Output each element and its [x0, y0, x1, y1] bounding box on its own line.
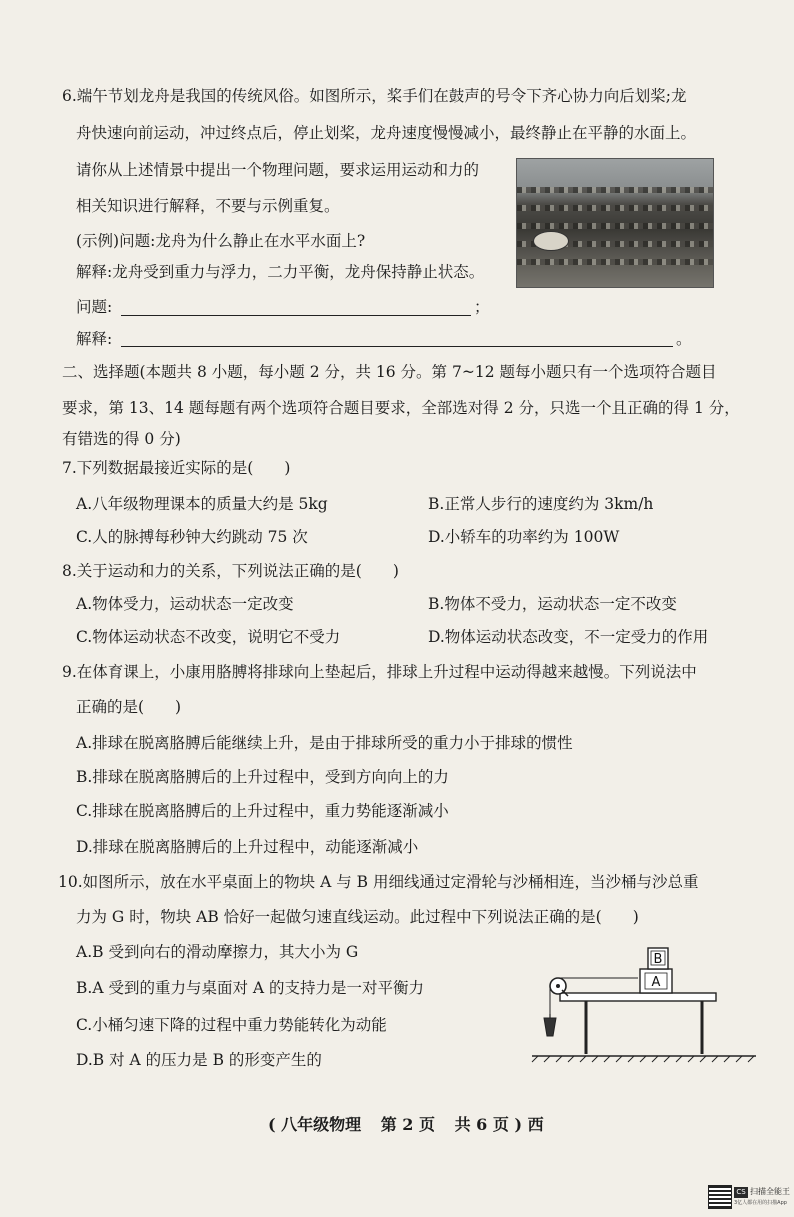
scanner-tagline: 3亿人都在用的扫描App — [734, 1200, 787, 1206]
q6-stem-line2: 舟快速向前运动，冲过终点后，停止划桨，龙舟速度慢慢减小，最终静止在平静的水面上。 — [76, 124, 697, 142]
q6-explain-end: 。 — [676, 330, 692, 348]
q8-option-b[interactable]: B.物体不受力，运动状态一定不改变 — [428, 595, 677, 613]
section2-instructions-line1: 二、选择题(本题共 8 小题，每小题 2 分，共 16 分。第 7~12 题每小题只有一个选项符合题目 — [62, 363, 717, 381]
q9-stem-line1: 9.在体育课上，小康用胳膊将排球向上垫起后，排球上升过程中运动得越来越慢。下列说法中 — [62, 663, 697, 681]
q8-option-c[interactable]: C.物体运动状态不改变，说明它不受力 — [76, 628, 341, 646]
sand-bucket — [544, 1018, 556, 1036]
q6-explain-label: 解释: — [76, 330, 113, 348]
pulley-table-diagram — [528, 940, 762, 1070]
q6-ask-line2: 相关知识进行解释，不要与示例重复。 — [76, 197, 340, 215]
q7-option-b[interactable]: B.正常人步行的速度约为 3km/h — [428, 495, 654, 513]
q6-example-question: (示例)问题:龙舟为什么静止在水平水面上? — [76, 232, 366, 250]
q7-option-d[interactable]: D.小轿车的功率约为 100W — [428, 528, 620, 546]
q10-stem-line2: 力为 G 时，物块 AB 恰好一起做匀速直线运动。此过程中下列说法正确的是( ) — [76, 908, 639, 926]
q10-stem-line1: 10.如图所示，放在水平桌面上的物块 A 与 B 用细线通过定滑轮与沙桶相连，当沙桶与沙总重 — [58, 873, 699, 891]
ground-hatching — [532, 1056, 754, 1062]
q9-option-d[interactable]: D.排球在脱离胳膊后的上升过程中，动能逐渐减小 — [76, 838, 419, 856]
q8-option-a[interactable]: A.物体受力，运动状态一定改变 — [76, 595, 294, 613]
footer-page: 第 2 页 — [380, 1115, 436, 1134]
q6-question-end: ； — [474, 298, 490, 316]
q6-example-answer: 解释:龙舟受到重力与浮力，二力平衡，龙舟保持静止状态。 — [76, 263, 485, 281]
q6-ask-line1: 请你从上述情景中提出一个物理问题，要求运用运动和力的 — [76, 161, 480, 179]
q9-option-a[interactable]: A.排球在脱离胳膊后能继续上升，是由于排球所受的重力小于排球的惯性 — [76, 734, 573, 752]
q7-stem: 7.下列数据最接近实际的是( ) — [62, 459, 291, 477]
q6-stem-line1: 6.端午节划龙舟是我国的传统风俗。如图所示，桨手们在鼓声的号令下齐心协力向后划桨;龙 — [62, 87, 687, 105]
q6-question-answer-field[interactable] — [121, 315, 471, 316]
scanner-badge: CS — [734, 1187, 748, 1198]
pulley-axle — [556, 984, 560, 988]
footer-grade: ( 八年级物理 — [268, 1115, 362, 1134]
q10-option-a[interactable]: A.B 受到向右的滑动摩擦力，其大小为 G — [76, 943, 359, 961]
q10-option-c[interactable]: C.小桶匀速下降的过程中重力势能转化为动能 — [76, 1016, 387, 1034]
block-a-label: A — [651, 975, 661, 990]
block-b-label: B — [653, 952, 663, 967]
table-top — [560, 993, 716, 1001]
q9-option-c[interactable]: C.排球在脱离胳膊后的上升过程中，重力势能逐渐减小 — [76, 802, 449, 820]
footer-total: 共 6 页 ) 西 — [454, 1115, 544, 1134]
q6-question-label: 问题: — [76, 298, 113, 316]
q9-option-b[interactable]: B.排球在脱离胳膊后的上升过程中，受到方向向上的力 — [76, 768, 449, 786]
section2-instructions-line3: 有错选的得 0 分) — [62, 430, 181, 448]
q10-option-b[interactable]: B.A 受到的重力与桌面对 A 的支持力是一对平衡力 — [76, 979, 424, 997]
q9-stem-line2: 正确的是( ) — [76, 698, 182, 716]
qr-code-icon — [708, 1185, 732, 1209]
q10-option-d[interactable]: D.B 对 A 的压力是 B 的形变产生的 — [76, 1051, 322, 1069]
q8-option-d[interactable]: D.物体运动状态改变，不一定受力的作用 — [428, 628, 709, 646]
q6-explain-answer-field[interactable] — [121, 346, 673, 347]
drum-shape — [533, 231, 569, 251]
q7-option-a[interactable]: A.八年级物理课本的质量大约是 5kg — [76, 495, 328, 513]
scanner-name: 扫描全能王 — [750, 1187, 790, 1196]
page-footer — [268, 1112, 558, 1135]
q7-option-c[interactable]: C.人的脉搏每秒钟大约跳动 75 次 — [76, 528, 308, 546]
dragon-boat-photo — [516, 158, 714, 288]
section2-instructions-line2: 要求，第 13、14 题每题有两个选项符合题目要求，全部选对得 2 分，只选一个且正确的得 1 分， — [62, 399, 740, 417]
q8-stem: 8.关于运动和力的关系，下列说法正确的是( ) — [62, 562, 399, 580]
